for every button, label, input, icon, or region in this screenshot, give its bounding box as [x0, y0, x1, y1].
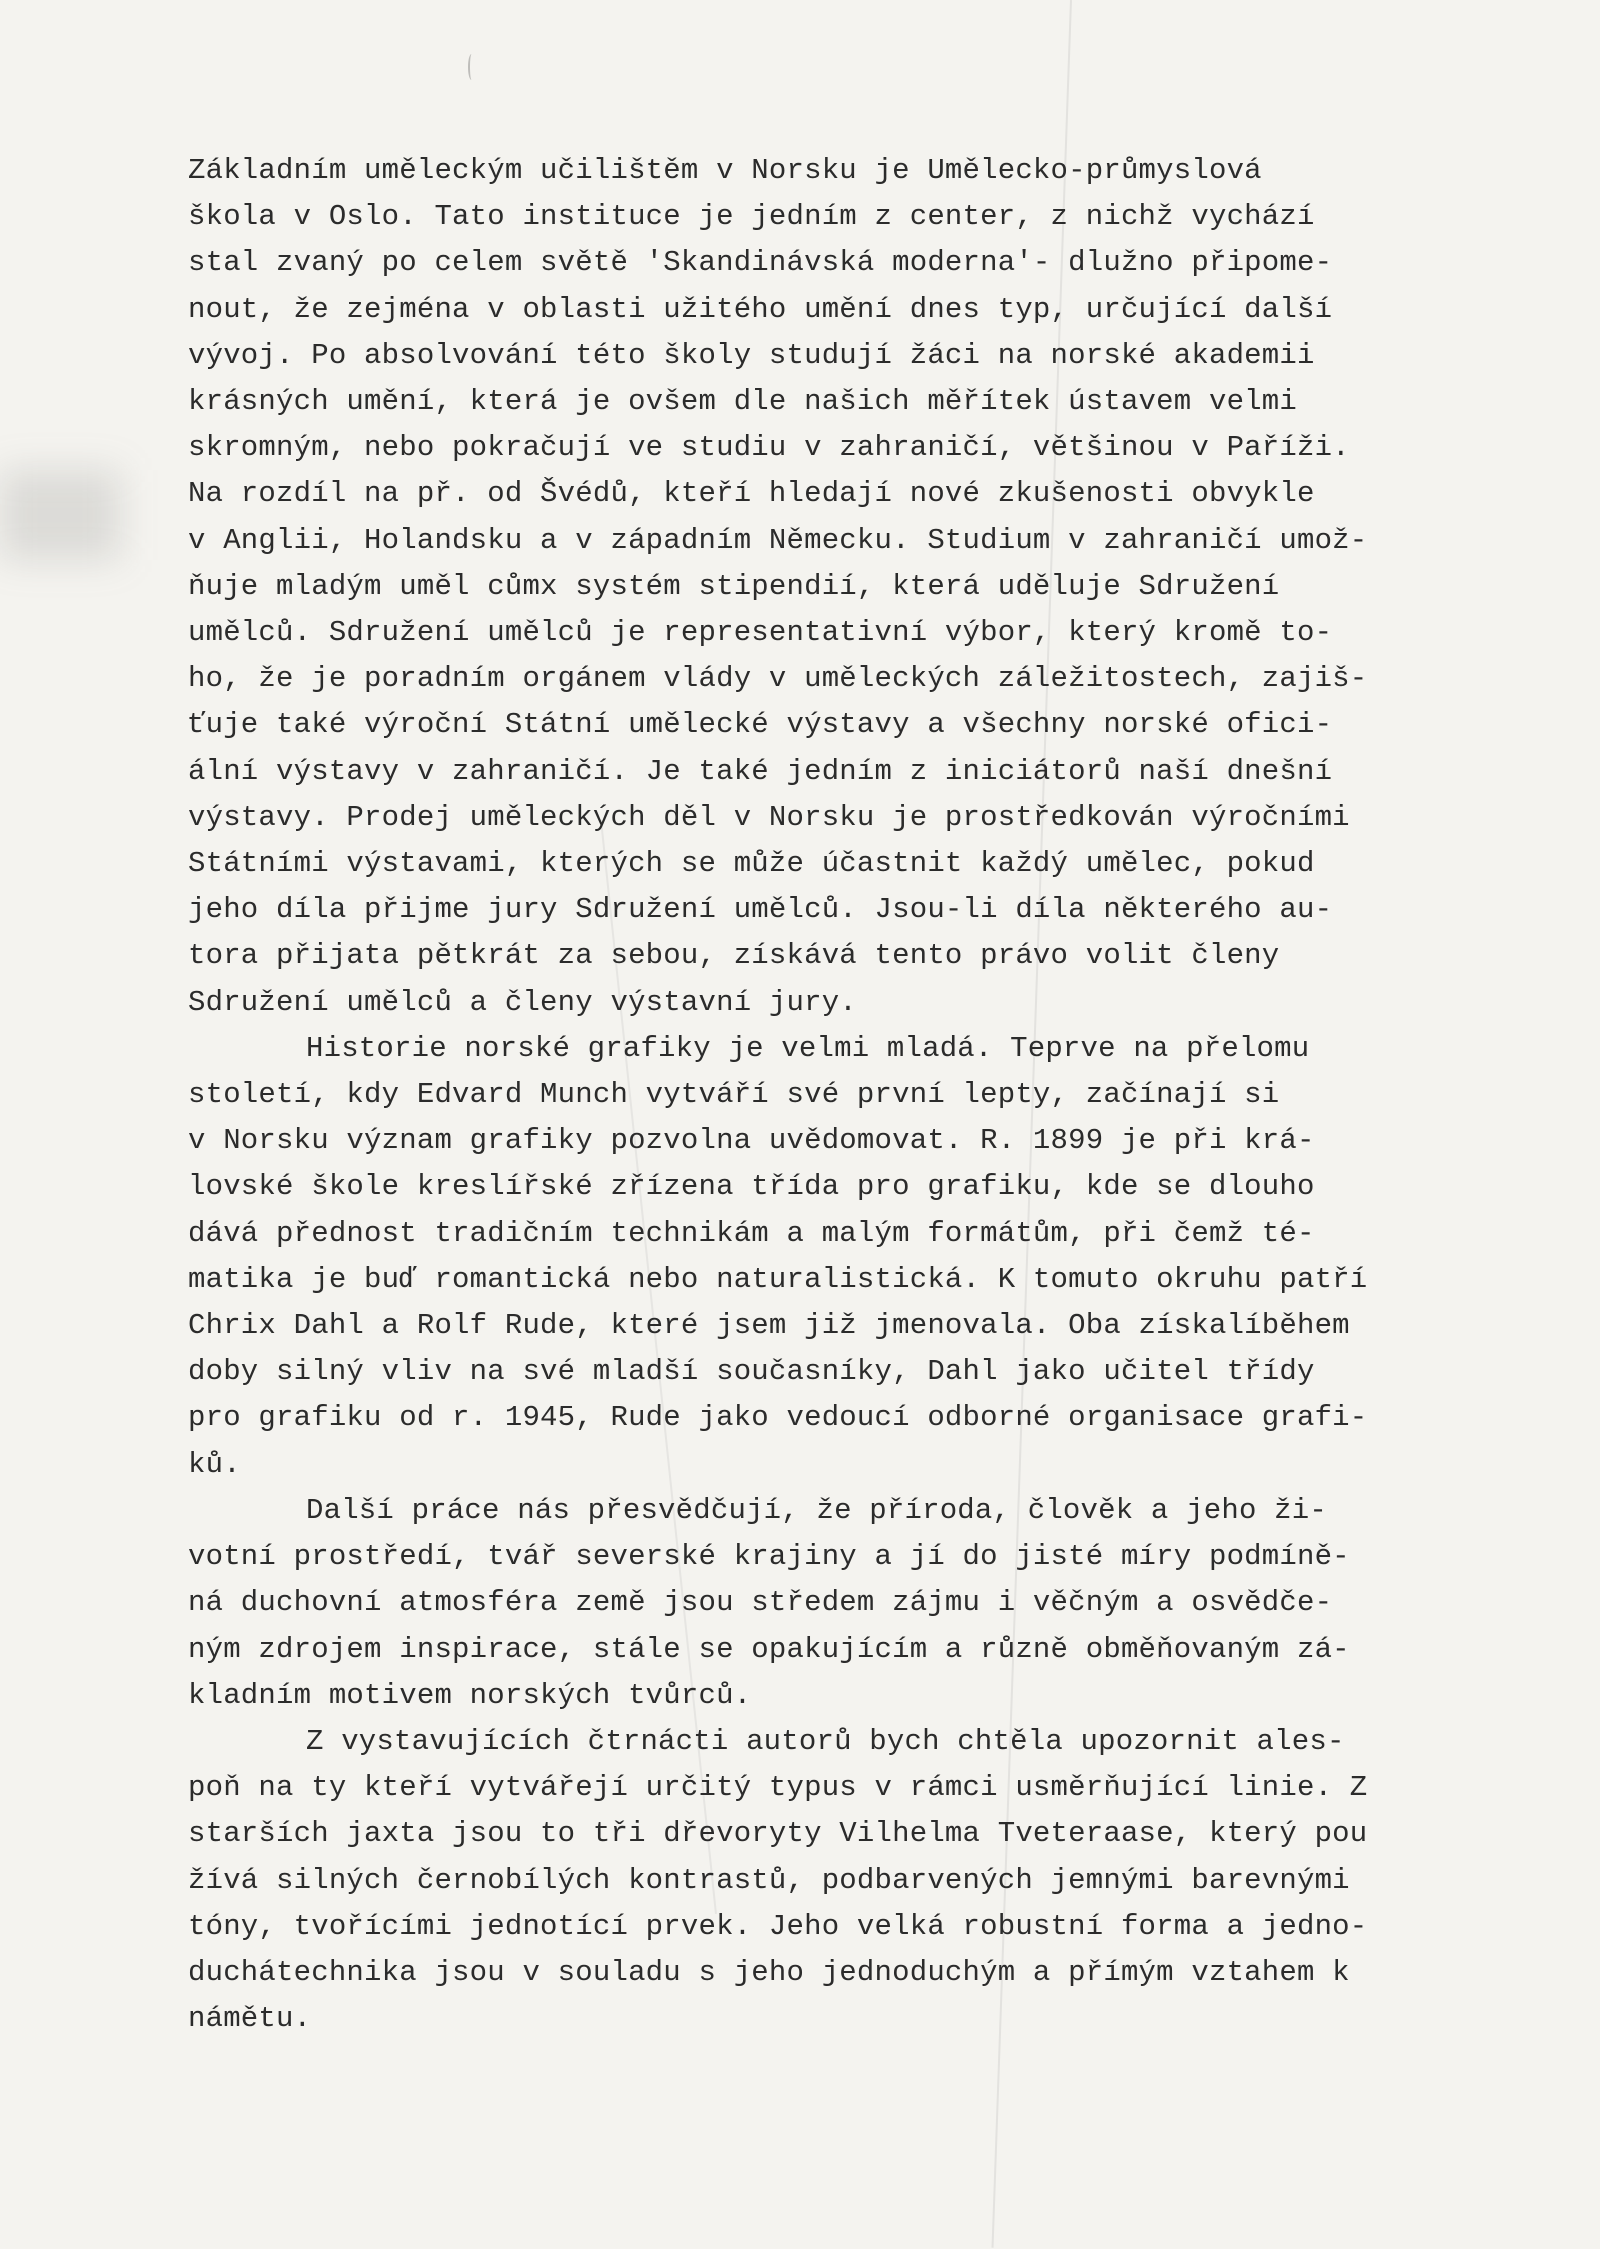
text-line: ho, že je poradním orgánem vlády v uměleckých záležitostech, zajiš-	[188, 662, 1368, 696]
text-line: ným zdrojem inspirace, stále se opakujícím a různě obměňovaným zá-	[188, 1632, 1350, 1666]
text-line: Chrix Dahl a Rolf Rude, které jsem již jmenovala. Oba získalíběhem	[188, 1309, 1350, 1343]
text-line: votní prostředí, tvář severské krajiny a jí do jisté míry podmíně-	[188, 1540, 1350, 1574]
typewritten-text	[188, 148, 1548, 2042]
paragraph	[188, 1719, 1548, 2042]
text-line: v Norsku význam grafiky pozvolna uvědomovat. R. 1899 je při krá-	[188, 1124, 1315, 1158]
text-line: poň na ty kteří vytvářejí určitý typus v rámci usměrňující linie. Z	[188, 1771, 1368, 1805]
text-line: kladním motivem norských tvůrců.	[188, 1678, 752, 1712]
text-line: ální výstavy v zahraničí. Je také jedním z iniciátorů naší dnešní	[188, 754, 1333, 788]
text-line: námětu.	[188, 2002, 312, 2036]
text-line: ná duchovní atmosféra země jsou středem zájmu i věčným a osvědče-	[188, 1586, 1333, 1620]
text-line: krásných umění, která je ovšem dle našich měřítek ústavem velmi	[188, 385, 1297, 419]
text-line: starších jaxta jsou to tři dřevoryty Vilhelma Tveteraase, který pou	[188, 1817, 1368, 1851]
text-line: matika je buď romantická nebo naturalistická. K tomuto okruhu patří	[188, 1262, 1368, 1296]
text-line: skromným, nebo pokračují ve studiu v zahraničí, většinou v Paříži.	[188, 431, 1350, 465]
text-line: Na rozdíl na př. od Švédů, kteří hledají nové zkušenosti obvykle	[188, 477, 1315, 511]
text-line: Historie norské grafiky je velmi mladá. Teprve na přelomu	[306, 1031, 1310, 1065]
text-line: Státními výstavami, kterých se může účastnit každý umělec, pokud	[188, 847, 1315, 881]
text-line: Základním uměleckým učilištěm v Norsku je Umělecko-průmyslová	[188, 154, 1262, 187]
text-line: jeho díla přijme jury Sdružení umělců. Jsou-li díla některého au-	[188, 893, 1333, 927]
text-line: vývoj. Po absolvování této školy studují žáci na norské akademii	[188, 338, 1315, 372]
text-line: Sdružení umělců a členy výstavní jury.	[188, 985, 857, 1019]
text-line: ťuje také výroční Státní umělecké výstavy a všechny norské ofici-	[188, 708, 1333, 742]
text-line: Další práce nás přesvědčují, že příroda, člověk a jeho ži-	[306, 1493, 1327, 1527]
paragraph	[188, 1026, 1548, 1488]
text-line: tora přijata pětkrát za sebou, získává tento právo volit členy	[188, 939, 1280, 973]
text-line: Z vystavujících čtrnácti autorů bych chtěla upozornit ales-	[306, 1724, 1345, 1758]
text-line: století, kdy Edvard Munch vytváří své první lepty, začínají si	[188, 1078, 1280, 1112]
pencil-mark-icon	[468, 54, 475, 80]
text-line: lovské škole kreslířské zřízena třída pro grafiku, kde se dlouho	[188, 1170, 1315, 1204]
text-line: ků.	[188, 1447, 241, 1481]
text-line: výstavy. Prodej uměleckých děl v Norsku je prostředkován výročními	[188, 800, 1350, 834]
paragraph	[188, 148, 1548, 1026]
text-line: v Anglii, Holandsku a v západním Německu. Studium v zahraničí umož-	[188, 523, 1368, 557]
text-line: pro grafiku od r. 1945, Rude jako vedoucí odborné organisace grafi-	[188, 1401, 1368, 1435]
text-line: nout, že zejména v oblasti užitého umění dnes typ, určující další	[188, 292, 1333, 326]
text-line: škola v Oslo. Tato instituce je jedním z center, z nichž vychází	[188, 200, 1315, 234]
text-line: tóny, tvořícími jednotící prvek. Jeho velká robustní forma a jedno-	[188, 1909, 1368, 1943]
text-line: dává přednost tradičním technikám a malým formátům, při čemž té-	[188, 1216, 1315, 1250]
text-line: žívá silných černobílých kontrastů, podbarvených jemnými barevnými	[188, 1863, 1350, 1897]
paper-smudge	[0, 470, 120, 560]
text-line: ňuje mladým uměl cůmx systém stipendií, která uděluje Sdružení	[188, 569, 1280, 603]
paragraph	[188, 1488, 1548, 1719]
text-line: stal zvaný po celem světě 'Skandinávská moderna'- dlužno připome-	[188, 246, 1333, 280]
text-line: doby silný vliv na své mladší současníky, Dahl jako učitel třídy	[188, 1355, 1315, 1389]
text-line: duchátechnika jsou v souladu s jeho jednoduchým a přímým vztahem k	[188, 1955, 1350, 1989]
text-line: umělců. Sdružení umělců je representativní výbor, který kromě to-	[188, 616, 1333, 650]
